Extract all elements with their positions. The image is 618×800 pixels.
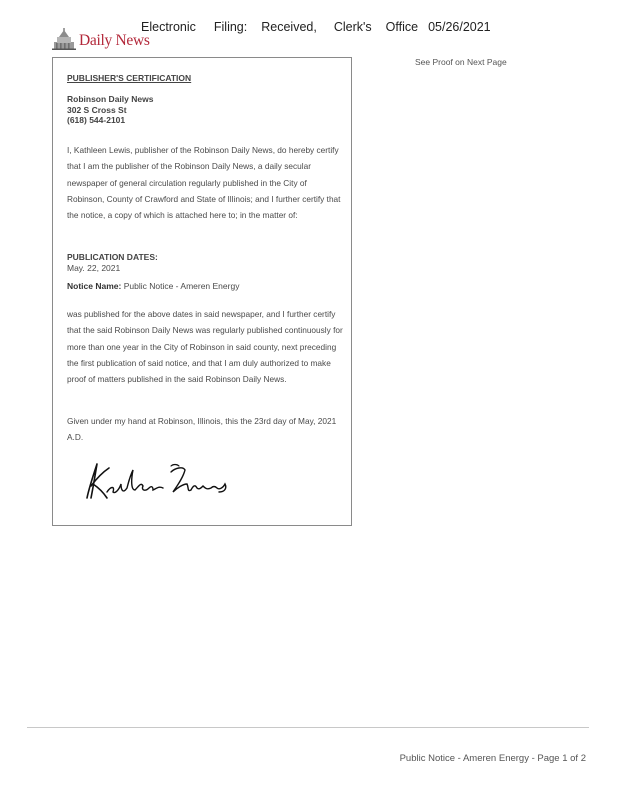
certification-paragraph: I, Kathleen Lewis, publisher of the Robinson Daily News, do hereby certify that I am the publisher of the Robinson Daily News, a daily secular newspaper of general circulation regularly published in the City of Robinson, County of Crawford and State of Illinois; and I further certify that the notice, a copy of which is attached here to; in the matter of: (67, 145, 341, 221)
publication-dates-label: PUBLICATION DATES: (67, 252, 158, 262)
filing-stamp-word: Clerk's (333, 20, 372, 34)
publication-date: May. 22, 2021 (67, 263, 121, 273)
filing-stamp-word: Received, (261, 20, 317, 34)
certification-title: PUBLISHER'S CERTIFICATION (67, 73, 192, 83)
publication-paragraph: was published for the above dates in said newspaper, and I further certify that the said Robinson Daily News was regularly published continuously for more than one year in the City of Robinson in said county, next preceding the first publication of said notice, and that I am duly authorized to make proof of matters published in the said Robinson Daily News. (67, 309, 343, 385)
filing-stamp-date: 05/26/2021 (428, 20, 491, 34)
proof-note: See Proof on Next Page (415, 57, 507, 67)
publisher-phone: (618) 544-2101 (67, 115, 126, 125)
certification-box (52, 57, 352, 526)
filing-stamp-word: Filing: (213, 20, 248, 34)
courthouse-icon (52, 28, 76, 50)
filing-stamp-word: Electronic (141, 20, 196, 34)
given-under-hand-paragraph: Given under my hand at Robinson, Illinois, this the 23rd day of May, 2021 A.D. (67, 416, 337, 443)
publisher-name: Robinson Daily News (67, 94, 154, 104)
page-footer: Public Notice - Ameren Energy - Page 1 of 2 (399, 753, 586, 764)
signature (73, 458, 233, 506)
footer-divider (27, 727, 589, 728)
newspaper-logo (52, 28, 150, 50)
publisher-address: 302 S Cross St (67, 104, 127, 115)
logo-text: Daily News (79, 32, 150, 49)
filing-stamp (141, 20, 491, 34)
notice-name-value: Public Notice - Ameren Energy (123, 281, 240, 291)
filing-stamp-word: Office (385, 20, 419, 34)
notice-name-line (67, 281, 239, 291)
publisher-info (67, 94, 153, 126)
notice-name-label: Notice Name: (67, 281, 122, 291)
